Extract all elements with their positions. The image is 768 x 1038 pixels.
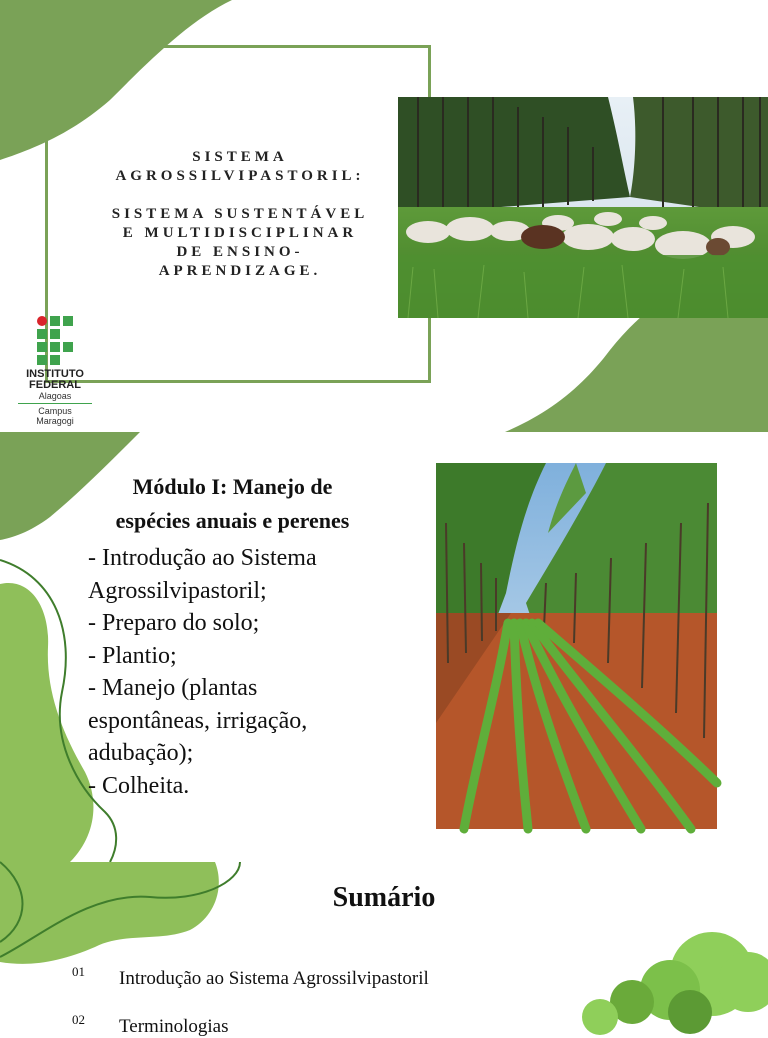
slide-module [0, 432, 768, 862]
topic-line: espontâneas, irrigação, [88, 707, 308, 734]
summary-title: Sumário [332, 882, 436, 913]
subtitle-line: APRENDIZAGE. [158, 263, 322, 279]
module-topics-list [88, 542, 408, 802]
presentation-title [90, 148, 390, 281]
logo-text: Campus [38, 406, 72, 416]
topic-line: Agrossilvipastoril; [88, 577, 267, 604]
summary-item-number: 01 [72, 964, 85, 979]
subtitle-line: SISTEMA SUSTENTÁVEL [111, 206, 369, 222]
topic-line: adubação); [88, 740, 194, 766]
title-line: AGROSSILVIPASTORIL: [115, 168, 365, 184]
module-title-line: espécies anuais e perenes [115, 508, 350, 533]
summary-item-text: Introdução ao Sistema Agrossilvipastoril [119, 968, 429, 989]
topic-line: - Manejo (plantas [88, 675, 258, 701]
logo-text: Maragogi [36, 416, 74, 426]
slide-title [0, 0, 768, 432]
logo-text: Alagoas [18, 391, 92, 404]
summary-item-number: 02 [72, 1012, 85, 1027]
topic-line: - Colheita. [88, 772, 190, 799]
topic-line: - Preparo do solo; [88, 610, 260, 636]
module-title-line: Módulo I: Manejo de [132, 474, 333, 499]
cattle-pasture-photo [398, 97, 768, 318]
logo-text: INSTITUTO [26, 368, 84, 380]
crop-rows-photo [436, 463, 717, 829]
slide-summary [0, 862, 768, 1037]
subtitle-line: DE ENSINO- [176, 244, 304, 260]
logo-text: FEDERAL [29, 379, 81, 391]
topic-line: - Plantio; [88, 642, 177, 669]
tree-icon [582, 932, 768, 1035]
logo-mark-icon [37, 316, 73, 365]
title-line: SISTEMA [192, 149, 288, 165]
topic-line: - Introdução ao Sistema [88, 545, 317, 571]
instituto-federal-logo [12, 312, 98, 428]
summary-item-text: Terminologias [119, 1016, 229, 1037]
subtitle-line: E MULTIDISCIPLINAR [122, 225, 358, 241]
module-title [80, 470, 385, 538]
